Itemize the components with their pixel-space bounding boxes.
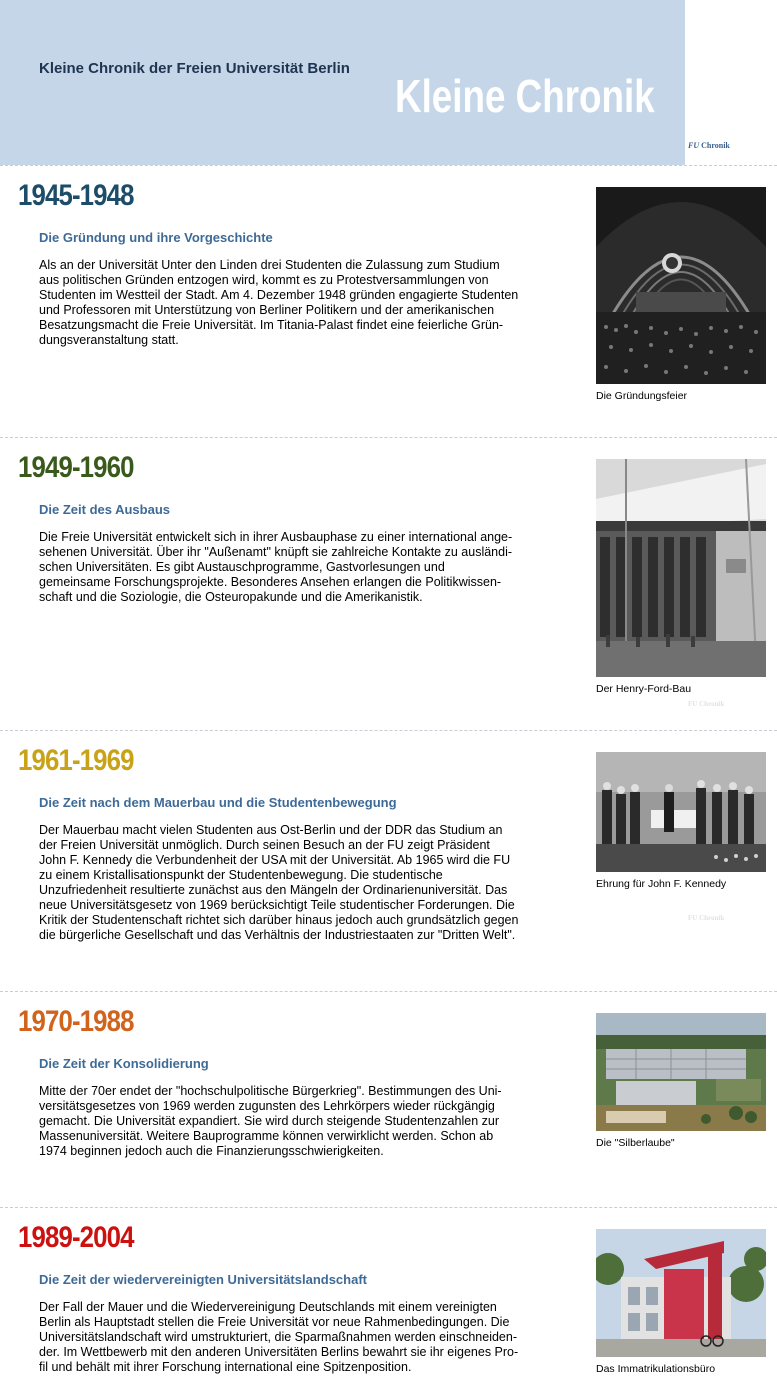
- era-section-1949: [0, 437, 777, 731]
- text-line: der Freien Universität unmöglich. Durch seinen Besuch an der FU zeigt Präsident: [39, 838, 490, 852]
- watermark-logo: FU Chronik: [688, 914, 725, 922]
- text-line: schen Universitäten. Es gibt Austauschprogramme, Gastvorlesungen und: [39, 560, 445, 574]
- era-section-1945: [0, 165, 777, 438]
- era-text: [39, 1300, 544, 1375]
- text-line: Die Freie Universität entwickelt sich in ihrer Ausbauphase zu einer international ange-: [39, 530, 513, 544]
- text-line: schaft und die Soziologie, die Osteuropakunde und die Amerikanistik.: [39, 590, 423, 604]
- era-subtitle: Die Zeit nach dem Mauerbau und die Studentenbewegung: [39, 795, 397, 810]
- era-years: 1961-1969: [18, 744, 134, 777]
- text-line: gemeinsame Forschungsprojekte. Besonderes Ansehen erlangen die Politikwissen-: [39, 575, 502, 589]
- logo-text: Chronik: [701, 141, 730, 150]
- page-header: [0, 0, 777, 165]
- text-line: Studenten im Westteil der Stadt. Am 4. Dezember 1948 gründen engagierte Studenten: [39, 288, 519, 302]
- text-line: Massenuniversität. Weitere Bauprogramme können verwirklicht werden. Schon ab: [39, 1129, 494, 1143]
- founding-ceremony-photo: [596, 187, 766, 384]
- era-subtitle: Die Zeit des Ausbaus: [39, 502, 170, 517]
- text-line: Berlin als Hauptstadt stellen die Freie Universität vor neue Rahmenbedingungen. Die: [39, 1315, 510, 1329]
- text-line: Der Mauerbau macht vielen Studenten aus Ost-Berlin und der DDR das Studium an: [39, 823, 503, 837]
- text-line: sehenen Universität. Über ihr "Außenamt" knüpft sie zahlreiche Kontakte zu ausländi-: [39, 545, 513, 559]
- era-subtitle: Die Zeit der Konsolidierung: [39, 1056, 209, 1071]
- text-line: aus politischen Gründen entzogen wird, kommt es zu Protestversammlungen von: [39, 273, 489, 287]
- text-line: Als an der Universität Unter den Linden drei Studenten die Zulassung zum Studium: [39, 258, 500, 272]
- era-subtitle: Die Gründung und ihre Vorgeschichte: [39, 230, 273, 245]
- photo-caption: Ehrung für John F. Kennedy: [596, 878, 727, 890]
- text-line: 1974 beginnen jedoch auch die Finanzierungsschwierigkeiten.: [39, 1144, 384, 1158]
- page-title: Kleine Chronik der Freien Universität Berlin: [39, 60, 350, 77]
- logo-fu: FU: [688, 141, 700, 150]
- text-line: Besatzungsmacht die Freie Universität. Im Titania-Palast findet eine feierliche Grün-: [39, 318, 504, 332]
- era-section-1970: [0, 991, 777, 1208]
- era-section-1989: [0, 1207, 777, 1387]
- text-line: der. Im Wettbewerb mit den anderen Universitäten Berlins bewahrt sie ihr eigenes Pro-: [39, 1345, 519, 1359]
- text-line: Universitätslandschaft wird umstrukturiert, die Sparmaßnahmen werden einschneiden-: [39, 1330, 517, 1344]
- era-subtitle: Die Zeit der wiedervereinigten Universitätslandschaft: [39, 1272, 367, 1287]
- era-text: [39, 258, 544, 348]
- era-years: 1970-1988: [18, 1005, 134, 1038]
- era-text: [39, 530, 544, 605]
- text-line: gemacht. Die Universität expandiert. Sie wird durch steigende Studentenzahlen zur: [39, 1114, 499, 1128]
- header-big-title: Kleine Chronik: [395, 70, 655, 122]
- photo-caption: Die "Silberlaube": [596, 1137, 675, 1149]
- era-section-1961: [0, 730, 777, 992]
- header-big-title-clip: [395, 60, 685, 130]
- text-line: Der Fall der Mauer und die Wiedervereinigung Deutschlands mit einem vereinigten: [39, 1300, 497, 1314]
- text-line: fil und behält mit ihrer Forschung international eine Spitzenposition.: [39, 1360, 412, 1374]
- text-line: neue Universitätsgesetz von 1969 berücksichtigt Teile studentischer Forderungen. Die: [39, 898, 515, 912]
- henry-ford-bau-photo: [596, 459, 766, 677]
- photo-caption: Die Gründungsfeier: [596, 390, 688, 402]
- photo-caption: Das Immatrikulationsbüro: [596, 1363, 716, 1375]
- text-line: Mitte der 70er endet der "hochschulpolitische Bürgerkrieg". Bestimmungen des Uni-: [39, 1084, 502, 1098]
- kennedy-honor-photo: [596, 752, 766, 872]
- era-years: 1989-2004: [18, 1221, 134, 1254]
- text-line: John F. Kennedy die Verbundenheit der USA mit der Universität. Ab 1965 wird die FU: [39, 853, 511, 867]
- era-text: [39, 1084, 544, 1159]
- text-line: versitätsgesetzes von 1969 werden zugunsten des Lehrkörpers wieder rückgängig: [39, 1099, 495, 1113]
- text-line: und Professoren mit Unterstützung von Berliner Politikern und der amerikanischen: [39, 303, 495, 317]
- era-text: [39, 823, 544, 943]
- text-line: Kritik der Studentenschaft richtet sich darüber hinaus jedoch auch grundsätzlich gegen: [39, 913, 519, 927]
- era-years: 1949-1960: [18, 451, 134, 484]
- text-line: die bürgerliche Gesellschaft und das Verhältnis der Industriestaaten zur "Dritten Welt".: [39, 928, 516, 942]
- era-years: 1945-1948: [18, 179, 134, 212]
- text-line: zu einem Kristallisationspunkt der Studentenbewegung. Die studentische: [39, 868, 443, 882]
- photo-caption: Der Henry-Ford-Bau: [596, 683, 692, 695]
- text-line: Unzufriedenheit resultierte zunächst aus den Mängeln der Ordinarienuniversität. Das: [39, 883, 508, 897]
- fu-chronik-logo: [688, 141, 730, 150]
- watermark-logo: FU Chronik: [688, 700, 725, 708]
- text-line: dungsveranstaltung statt.: [39, 333, 179, 347]
- silberlaube-photo: [596, 1013, 766, 1131]
- immatrikulationsbuero-photo: [596, 1229, 766, 1357]
